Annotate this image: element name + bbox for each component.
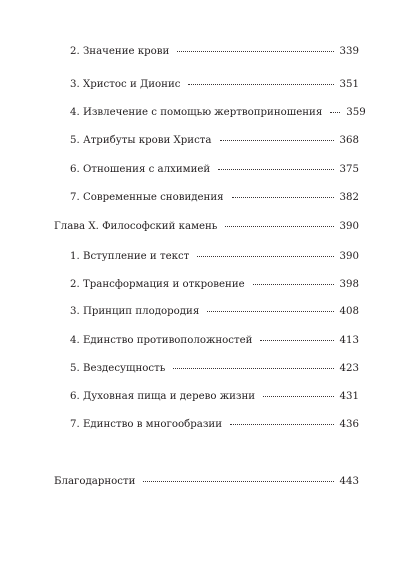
toc-entry-page: 408 — [339, 306, 359, 317]
toc-entry[interactable] — [70, 134, 359, 148]
toc-entry-page: 390 — [339, 221, 359, 232]
toc-entry[interactable] — [70, 305, 359, 319]
dot-leader — [197, 256, 333, 257]
dot-leader — [218, 169, 333, 170]
toc-entry[interactable] — [70, 362, 359, 376]
toc-entry-page: 382 — [339, 192, 359, 203]
toc-entry-title: 3. Принцип плодородия — [70, 306, 200, 317]
toc-entry-page: 413 — [339, 335, 359, 346]
dot-leader — [220, 140, 334, 141]
toc-entry-page: 443 — [339, 476, 359, 487]
toc-entry-page: 423 — [339, 363, 359, 374]
dot-leader — [230, 424, 334, 425]
toc-entry-title: 6. Отношения с алхимией — [70, 164, 211, 175]
toc-entry-page: 351 — [339, 79, 359, 90]
toc-entry[interactable] — [70, 334, 359, 348]
toc-entry-page: 375 — [339, 164, 359, 175]
toc-back-matter-entry[interactable] — [54, 475, 359, 489]
toc-entry-title: 5. Вездесущность — [70, 363, 166, 374]
dot-leader — [263, 396, 334, 397]
dot-leader — [260, 340, 333, 341]
toc-entry[interactable] — [70, 45, 359, 59]
toc-entry-title: 7. Современные сновидения — [70, 192, 224, 203]
toc-entry-page: 359 — [346, 107, 366, 118]
toc-entry-title: 4. Единство противоположностей — [70, 335, 253, 346]
toc-entry[interactable] — [70, 418, 359, 432]
dot-leader — [232, 197, 334, 198]
toc-entry-title: 5. Атрибуты крови Христа — [70, 135, 212, 146]
toc-entry-page: 368 — [339, 135, 359, 146]
toc-entry[interactable] — [70, 163, 359, 177]
toc-entry[interactable] — [70, 78, 359, 92]
toc-entry[interactable] — [70, 278, 359, 292]
toc-entry[interactable] — [70, 390, 359, 404]
toc-entry-page: 398 — [339, 279, 359, 290]
toc-entry[interactable] — [70, 106, 366, 120]
dot-leader — [173, 368, 333, 369]
dot-leader — [143, 481, 333, 482]
dot-leader — [225, 226, 333, 227]
dot-leader — [188, 84, 333, 85]
toc-entry-title: 2. Трансформация и откровение — [70, 279, 245, 290]
toc-entry-title: 1. Вступление и текст — [70, 251, 190, 262]
toc-entry-title: 6. Духовная пища и дерево жизни — [70, 391, 256, 402]
toc-entry-page: 339 — [339, 46, 359, 57]
toc-entry-title: 3. Христос и Дионис — [70, 79, 181, 90]
toc-entry-page: 431 — [339, 391, 359, 402]
toc-entry-title: 4. Извлечение с помощью жертвоприношения — [70, 107, 323, 118]
dot-leader — [177, 51, 333, 52]
toc-entry-title: Благодарности — [54, 476, 136, 487]
toc-chapter-entry[interactable] — [54, 220, 359, 234]
toc-entry-page: 436 — [339, 419, 359, 430]
toc-entry-page: 390 — [339, 251, 359, 262]
toc-entry-title: Глава X. Философский камень — [54, 221, 218, 232]
toc-entry[interactable] — [70, 191, 359, 205]
dot-leader — [330, 112, 340, 113]
dot-leader — [207, 311, 333, 312]
toc-entry-title: 2. Значение крови — [70, 46, 170, 57]
toc-entry-title: 7. Единство в многообразии — [70, 419, 222, 430]
dot-leader — [253, 284, 334, 285]
toc-entry[interactable] — [70, 250, 359, 264]
